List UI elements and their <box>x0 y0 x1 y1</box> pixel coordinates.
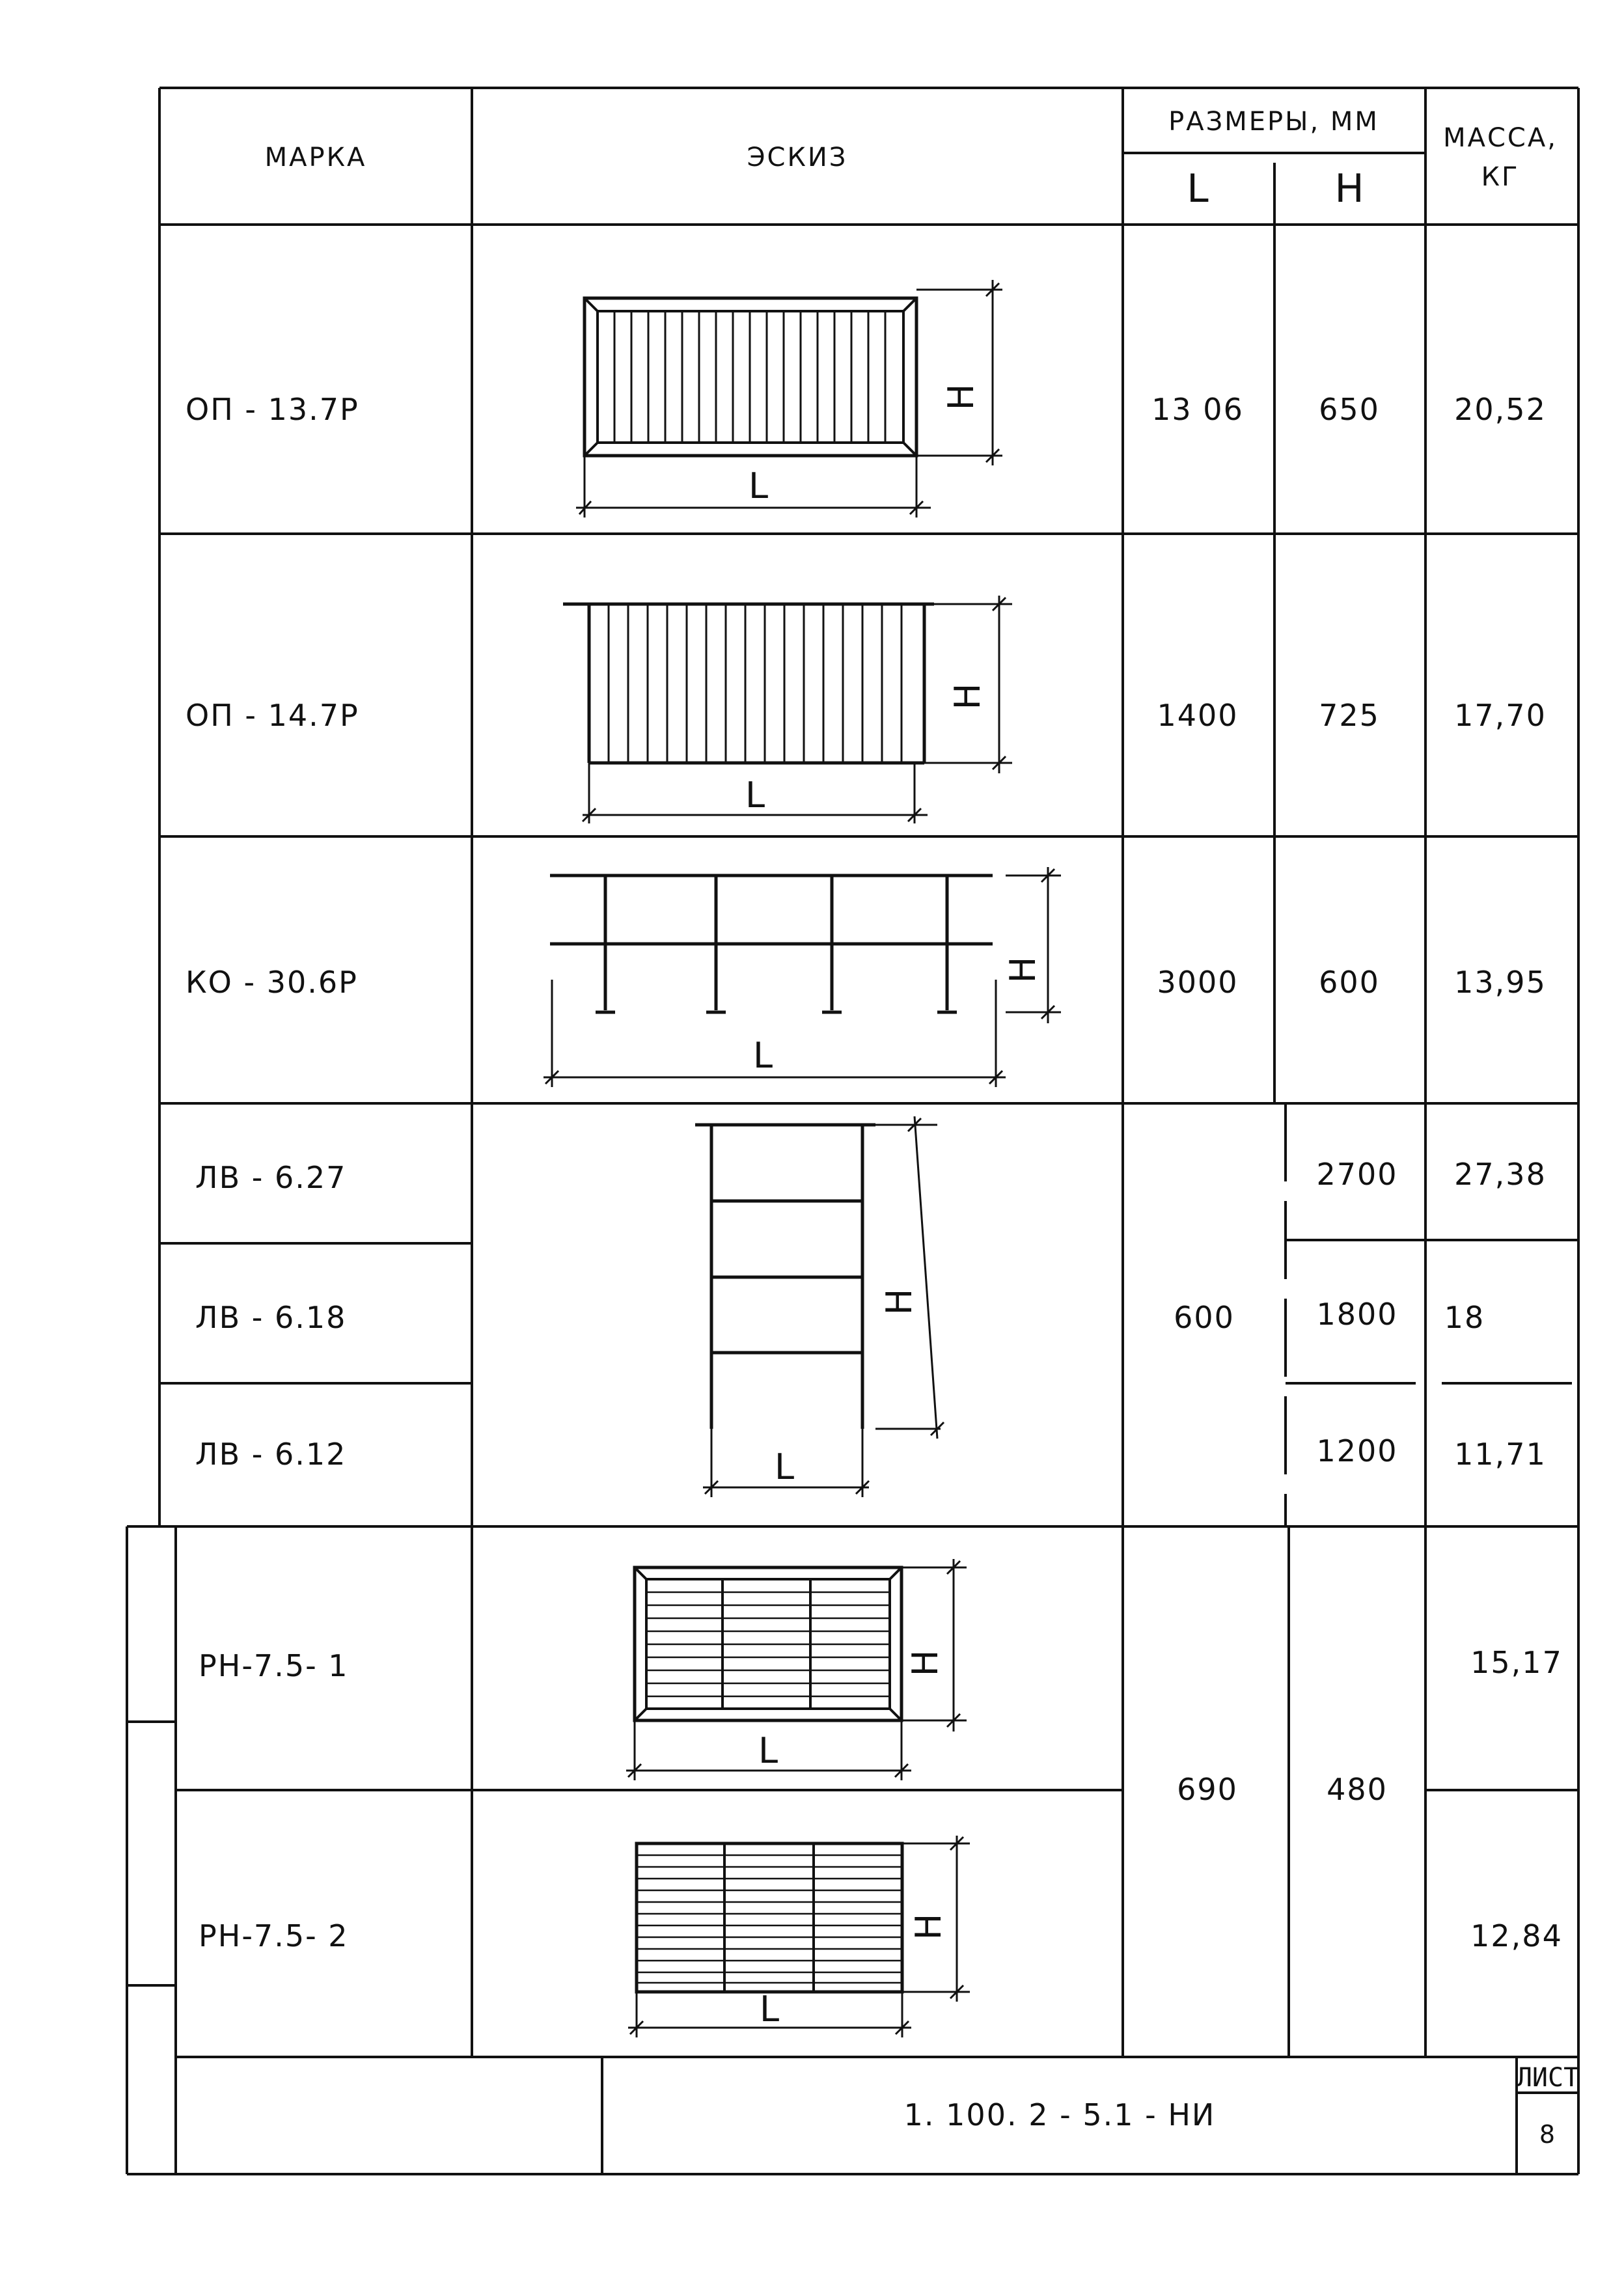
dim-H <box>1006 867 1061 1023</box>
row-H: 725 <box>1319 698 1380 733</box>
dim-L <box>544 980 1006 1087</box>
row-mass: 11,71 <box>1454 1437 1547 1472</box>
panel-corner <box>903 298 916 311</box>
row-L: 13 06 <box>1151 392 1244 427</box>
panel-corner <box>890 1567 901 1579</box>
row-mass: 20,52 <box>1454 392 1547 427</box>
group-lv-L: 600 <box>1174 1300 1235 1335</box>
panel-corner <box>903 443 916 456</box>
header-mass-1: МАССА, <box>1443 123 1558 153</box>
row-mark: КО - 30.6Р <box>186 965 358 1000</box>
row-mark: ЛВ - 6.18 <box>195 1300 347 1335</box>
dim-label-H: H <box>905 1649 946 1677</box>
group-rn-H: 480 <box>1327 1772 1388 1807</box>
dim-label-L: L <box>748 465 769 506</box>
dim-label-H: H <box>908 1913 949 1940</box>
title-block <box>904 2063 1580 2149</box>
document-code: 1. 100. 2 - 5.1 - НИ <box>903 2097 1216 2132</box>
row-mass: 18 <box>1444 1300 1485 1335</box>
panel-slats <box>637 1855 902 1983</box>
panel-bars <box>614 311 885 443</box>
dim-label-H: H <box>947 683 988 710</box>
dim-label-L: L <box>774 1446 795 1487</box>
header-L: L <box>1187 166 1209 212</box>
sketch-op-13-7r <box>576 280 1002 517</box>
sketch-op-14-7r <box>563 596 1012 823</box>
row-mark: РН-7.5- 1 <box>199 1648 349 1683</box>
dim-label-H: H <box>1002 956 1043 984</box>
panel-slats <box>646 1592 890 1696</box>
panel-outer <box>637 1843 902 1992</box>
panel-corner <box>585 298 598 311</box>
row-mass: 17,70 <box>1454 698 1547 733</box>
dim-H <box>875 1116 944 1439</box>
panel-corner <box>890 1709 901 1720</box>
dim-label-L: L <box>752 1035 773 1076</box>
header-dims: РАЗМЕРЫ, ММ <box>1168 107 1379 137</box>
row-L: 3000 <box>1157 965 1239 1000</box>
sheet-label: ЛИСТ <box>1516 2063 1580 2093</box>
dim-label-L: L <box>759 1989 780 2030</box>
sheet-number: 8 <box>1539 2120 1557 2149</box>
row-mark: ЛВ - 6.12 <box>195 1437 347 1472</box>
row-mark: ОП - 14.7Р <box>186 698 359 733</box>
row-H: 1800 <box>1316 1297 1398 1332</box>
row-mark: ОП - 13.7Р <box>186 392 359 427</box>
sketch-ko-30-6r <box>544 867 1061 1087</box>
group-rn-L: 690 <box>1177 1772 1238 1807</box>
dim-H <box>901 1559 967 1731</box>
row-mass: 15,17 <box>1470 1645 1563 1680</box>
dim-label-L: L <box>758 1730 778 1771</box>
dim-label-L: L <box>745 775 765 816</box>
row-mass: 12,84 <box>1470 1918 1563 1953</box>
row-H: 2700 <box>1316 1157 1398 1192</box>
header-sketch: ЭСКИЗ <box>747 143 848 172</box>
dim-label-H: H <box>941 383 982 411</box>
row-mark: ЛВ - 6.27 <box>195 1160 347 1195</box>
panel-corner <box>585 443 598 456</box>
panel-corner <box>635 1709 646 1720</box>
row-mark: РН-7.5- 2 <box>199 1918 349 1953</box>
row-L: 1400 <box>1157 698 1239 733</box>
header-H: H <box>1334 166 1364 212</box>
row-H: 1200 <box>1316 1433 1398 1469</box>
table-header <box>265 107 1558 212</box>
header-mark: МАРКА <box>264 143 367 172</box>
dim-label-H: H <box>879 1288 920 1316</box>
header-mass-2: КГ <box>1481 162 1520 192</box>
panel-bars <box>609 604 901 763</box>
row-mass: 27,38 <box>1454 1157 1547 1192</box>
panel-corner <box>635 1567 646 1579</box>
dim-H <box>916 280 1002 465</box>
row-H: 600 <box>1319 965 1380 1000</box>
row-H: 650 <box>1319 392 1380 427</box>
row-mass: 13,95 <box>1454 965 1547 1000</box>
